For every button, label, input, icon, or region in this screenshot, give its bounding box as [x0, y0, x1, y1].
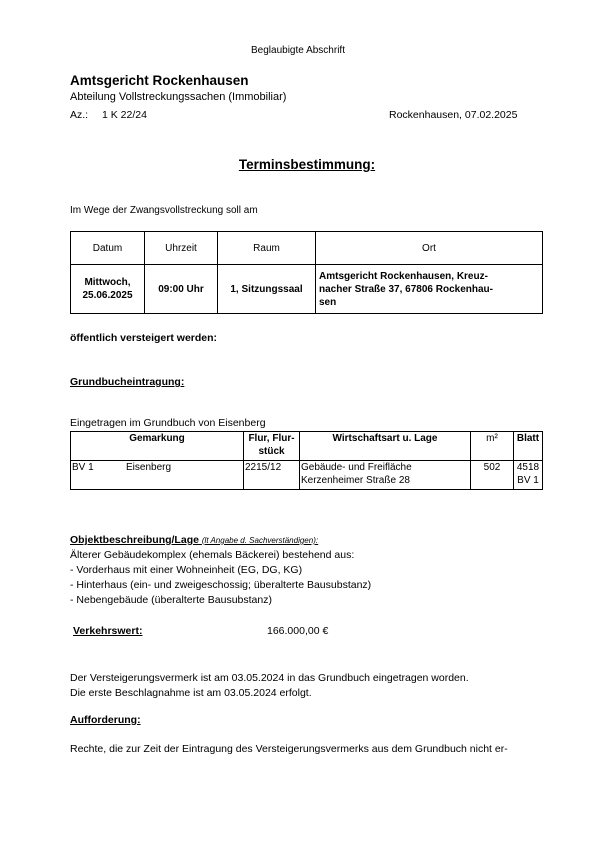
- court-department: Abteilung Vollstreckungssachen (Immobiliar): [70, 91, 287, 103]
- schedule-time: 09:00 Uhr: [145, 265, 218, 314]
- aufforderung-text: Rechte, die zur Zeit der Eintragung des Versteigerungsvermerks aus dem Grundbuch nicht er-: [70, 743, 508, 755]
- schedule-room: 1, Sitzungssaal: [218, 265, 316, 314]
- header-raum: Raum: [218, 232, 316, 265]
- vermerk-text: [70, 671, 469, 701]
- gb-wirtschaftsart: [300, 461, 471, 490]
- gb-gemarkung: Eisenberg: [126, 462, 172, 473]
- schedule-place-line: sen: [319, 296, 337, 308]
- header-uhrzeit: Uhrzeit: [145, 232, 218, 265]
- document-title: Terminsbestimmung:: [238, 157, 376, 172]
- schedule-place: [316, 265, 543, 314]
- schedule-date: [71, 265, 145, 314]
- objekt-line: Älterer Gebäudekomplex (ehemals Bäckerei) bestehend aus:: [70, 549, 355, 561]
- objekt-line: - Vorderhaus mit einer Wohneinheit (EG, DG, KG): [70, 564, 303, 576]
- header-ort: Ort: [316, 232, 543, 265]
- gb-header-gemarkung: Gemarkung: [71, 432, 244, 461]
- vermerk-line: Die erste Beschlagnahme ist am 03.05.2024 erfolgt.: [70, 687, 312, 699]
- case-number-label: Az.:: [70, 109, 89, 121]
- gb-header-flur-line: Flur, Flur-: [248, 433, 295, 444]
- gb-header-flur-line: stück: [258, 446, 285, 457]
- schedule-place-line: nacher Straße 37, 67806 Rockenhau-: [319, 283, 493, 295]
- objekt-heading: [70, 534, 318, 546]
- schedule-date-value: 25.06.2025: [82, 290, 133, 301]
- court-name: Amtsgericht Rockenhausen: [70, 73, 249, 88]
- schedule-data-row: [71, 265, 543, 314]
- schedule-table: [70, 231, 543, 314]
- grundbuch-row: [71, 461, 543, 490]
- objekt-description: [70, 548, 371, 608]
- verkehrswert-label: Verkehrswert:: [73, 625, 143, 637]
- intro-text: Im Wege der Zwangsvollstreckung soll am: [70, 205, 258, 216]
- schedule-place-line: Amtsgericht Rockenhausen, Kreuz-: [319, 270, 488, 282]
- objekt-line: - Nebengebäude (überalterte Bausubstanz): [70, 594, 272, 606]
- gb-wirtschaftsart-line: Gebäude- und Freifläche: [301, 462, 412, 473]
- gb-blatt-line: 4518: [516, 462, 540, 473]
- objekt-heading-text: Objektbeschreibung/Lage: [70, 534, 199, 546]
- certified-copy-label: Beglaubigte Abschrift: [251, 45, 345, 56]
- gb-header-flur: [244, 432, 300, 461]
- auction-statement: öffentlich versteigert werden:: [70, 332, 218, 344]
- schedule-header-row: [71, 232, 543, 265]
- grundbuch-intro: Eingetragen im Grundbuch von Eisenberg: [70, 417, 266, 429]
- schedule-date-weekday: Mittwoch,: [84, 277, 131, 288]
- gb-header-wirtschaftsart: Wirtschaftsart u. Lage: [300, 432, 471, 461]
- vermerk-line: Der Versteigerungsvermerk ist am 03.05.2024 in das Grundbuch eingetragen worden.: [70, 672, 469, 684]
- gb-bv: BV 1: [72, 462, 94, 473]
- grundbuch-header-row: [71, 432, 543, 461]
- gb-header-m2: m²: [471, 432, 514, 461]
- gb-blatt-line: BV 1: [517, 475, 539, 486]
- verkehrswert-value: 166.000,00 €: [267, 625, 329, 637]
- objekt-heading-note: (lt Angabe d. Sachverständigen):: [201, 536, 319, 545]
- aufforderung-heading: Aufforderung:: [70, 714, 141, 726]
- header-datum: Datum: [71, 232, 145, 265]
- place-date: Rockenhausen, 07.02.2025: [389, 109, 518, 121]
- objekt-line: - Hinterhaus (ein- und zweigeschossig; überalterte Bausubstanz): [70, 579, 372, 591]
- gb-header-blatt: Blatt: [514, 432, 543, 461]
- grundbuch-table: [70, 431, 543, 490]
- case-number: 1 K 22/24: [102, 109, 147, 121]
- gb-blatt: [514, 461, 543, 490]
- gb-m2: 502: [471, 461, 514, 490]
- gb-wirtschaftsart-line: Kerzenheimer Straße 28: [301, 475, 410, 486]
- grundbuch-heading: Grundbucheintragung:: [70, 376, 185, 388]
- gb-flur: 2215/12: [244, 461, 300, 490]
